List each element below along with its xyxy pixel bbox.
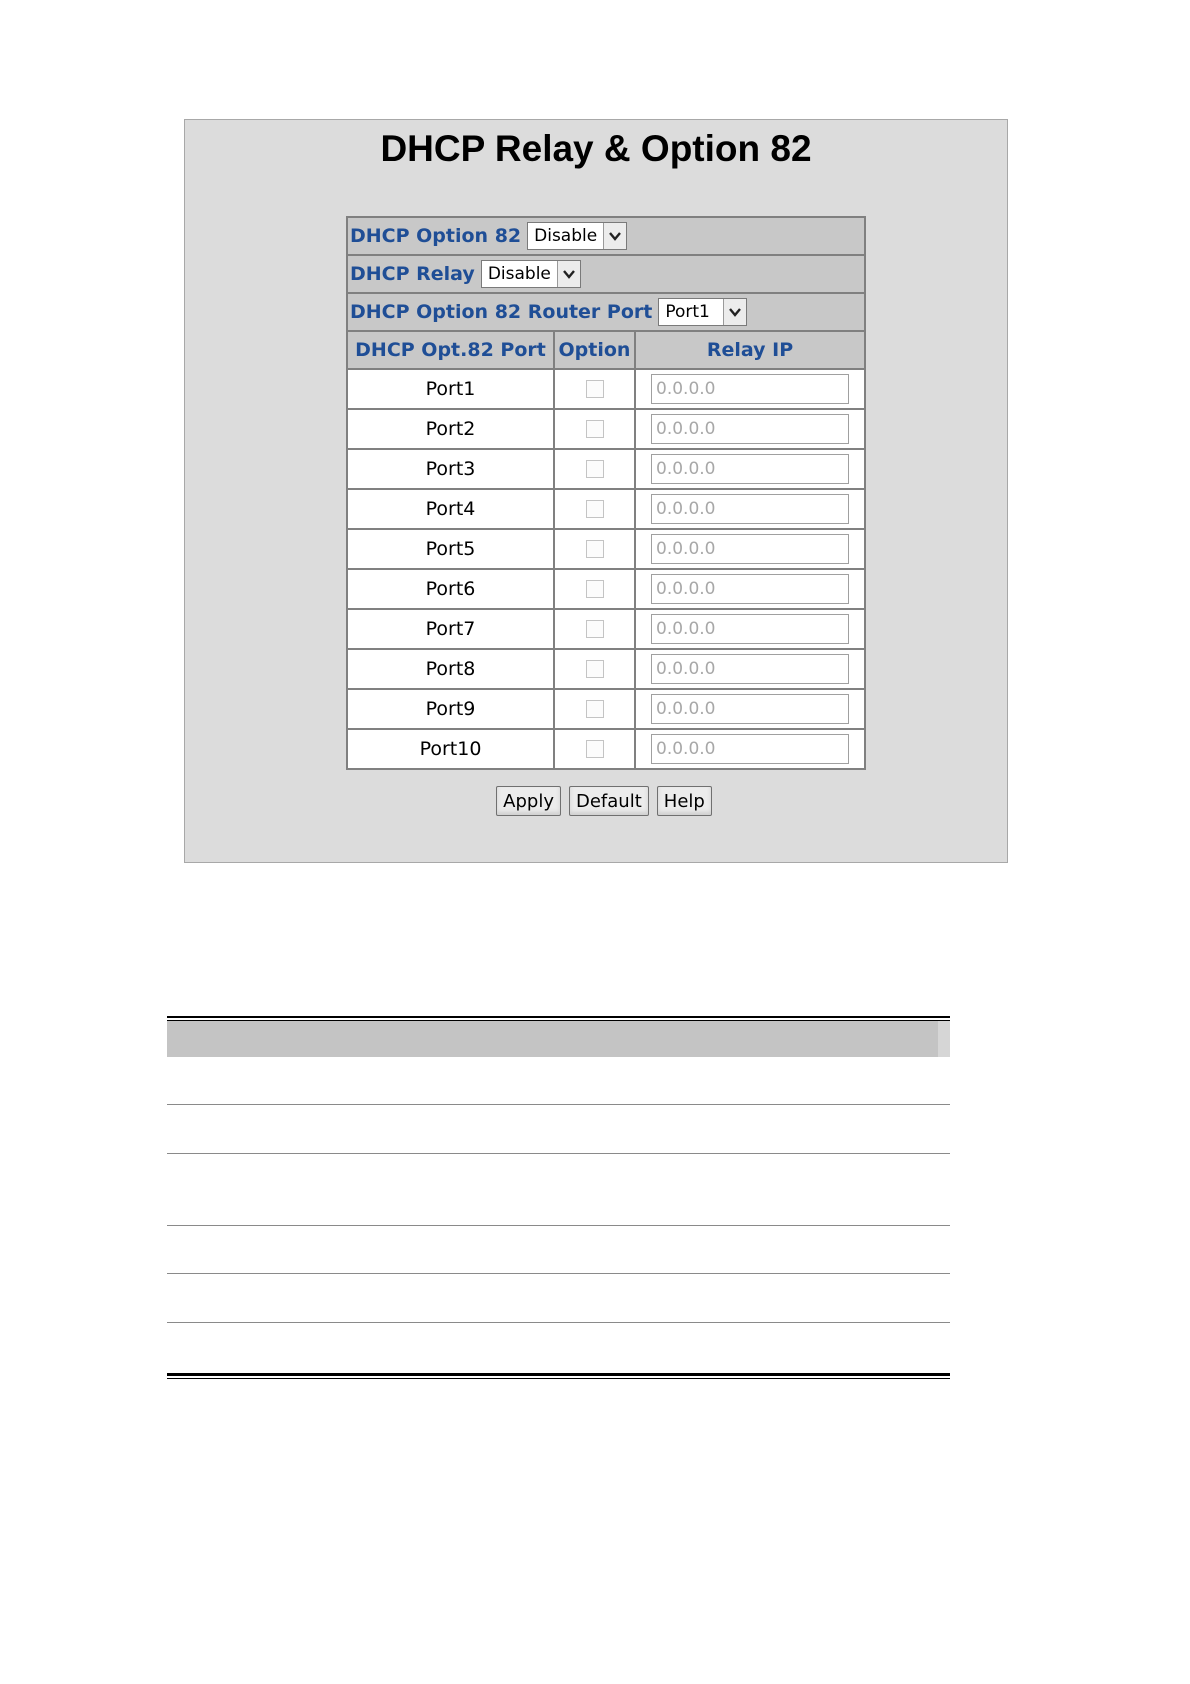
- relay-ip-input[interactable]: [651, 614, 849, 644]
- port-name: Port4: [348, 490, 555, 528]
- relay-ip-input[interactable]: [651, 534, 849, 564]
- table-row: [348, 370, 864, 410]
- option-cell: [555, 610, 636, 648]
- option-checkbox[interactable]: [586, 660, 604, 678]
- relay-ip-cell: [636, 450, 864, 488]
- table-header-band: [167, 1021, 950, 1057]
- config-table: [346, 216, 866, 770]
- relay-ip-input[interactable]: [651, 374, 849, 404]
- relay-ip-input[interactable]: [651, 734, 849, 764]
- table-row: [167, 1274, 950, 1323]
- port-name: Port5: [348, 530, 555, 568]
- router-port-select-value: Port1: [665, 302, 710, 322]
- relay-ip-input[interactable]: [651, 494, 849, 524]
- default-button[interactable]: Default: [569, 786, 649, 816]
- option-checkbox[interactable]: [586, 460, 604, 478]
- table-row: [348, 530, 864, 570]
- relay-label: DHCP Relay: [350, 263, 475, 285]
- option-cell: [555, 570, 636, 608]
- table-row: [348, 690, 864, 730]
- relay-ip-input[interactable]: [651, 454, 849, 484]
- router-port-select[interactable]: [658, 298, 747, 326]
- option-checkbox[interactable]: [586, 580, 604, 598]
- option82-label: DHCP Option 82: [350, 225, 522, 247]
- relay-ip-cell: [636, 690, 864, 728]
- port-name: Port3: [348, 450, 555, 488]
- table-row: [167, 1105, 950, 1154]
- col-option-header: Option: [555, 332, 636, 368]
- option-checkbox[interactable]: [586, 500, 604, 518]
- option-checkbox[interactable]: [586, 540, 604, 558]
- relay-select-value: Disable: [487, 264, 551, 284]
- option-cell: [555, 730, 636, 768]
- option-checkbox[interactable]: [586, 700, 604, 718]
- relay-ip-cell: [636, 370, 864, 408]
- port-name: Port8: [348, 650, 555, 688]
- port-table-body: [348, 370, 864, 768]
- relay-ip-input[interactable]: [651, 654, 849, 684]
- relay-ip-cell: [636, 530, 864, 568]
- description-table: [167, 1016, 950, 1379]
- page-title: DHCP Relay & Option 82: [380, 128, 812, 169]
- port-name: Port6: [348, 570, 555, 608]
- table-bottom-rule: [167, 1373, 950, 1379]
- relay-ip-cell: [636, 570, 864, 608]
- relay-ip-cell: [636, 490, 864, 528]
- option-checkbox[interactable]: [586, 620, 604, 638]
- chevron-down-icon[interactable]: [557, 261, 580, 287]
- option-checkbox[interactable]: [586, 380, 604, 398]
- option-cell: [555, 690, 636, 728]
- port-table-header: [348, 332, 864, 370]
- table-row: [348, 450, 864, 490]
- port-name: Port7: [348, 610, 555, 648]
- chevron-down-icon[interactable]: [603, 223, 626, 249]
- table-row: [348, 610, 864, 650]
- table-row: [167, 1323, 950, 1371]
- relay-ip-input[interactable]: [651, 574, 849, 604]
- option-cell: [555, 410, 636, 448]
- apply-button[interactable]: Apply: [496, 786, 561, 816]
- option-checkbox[interactable]: [586, 740, 604, 758]
- table-row: [348, 410, 864, 450]
- option82-select-value: Disable: [534, 226, 598, 246]
- relay-select[interactable]: [481, 260, 581, 288]
- relay-ip-cell: [636, 410, 864, 448]
- col-port-header: DHCP Opt.82 Port: [348, 332, 555, 368]
- option-cell: [555, 530, 636, 568]
- option-cell: [555, 650, 636, 688]
- relay-row: [348, 256, 864, 294]
- option-cell: [555, 370, 636, 408]
- router-port-row: [348, 294, 864, 332]
- button-bar: [185, 786, 1007, 816]
- option-cell: [555, 450, 636, 488]
- table-row: [348, 570, 864, 610]
- router-port-label: DHCP Option 82 Router Port: [350, 301, 653, 323]
- relay-ip-cell: [636, 610, 864, 648]
- chevron-down-icon[interactable]: [723, 299, 746, 325]
- option-checkbox[interactable]: [586, 420, 604, 438]
- port-name: Port10: [348, 730, 555, 768]
- relay-ip-input[interactable]: [651, 694, 849, 724]
- table-row: [167, 1226, 950, 1274]
- option82-row: [348, 218, 864, 256]
- dhcp-relay-panel: [184, 119, 1008, 863]
- relay-ip-cell: [636, 650, 864, 688]
- port-name: Port1: [348, 370, 555, 408]
- table-row: [167, 1154, 950, 1226]
- table-row: [348, 490, 864, 530]
- col-relay-ip-header: Relay IP: [706, 339, 794, 361]
- option82-select[interactable]: [527, 222, 627, 250]
- relay-ip-input[interactable]: [651, 414, 849, 444]
- table-row: [348, 730, 864, 768]
- port-name: Port9: [348, 690, 555, 728]
- relay-ip-cell: [636, 730, 864, 768]
- table-row: [348, 650, 864, 690]
- table-row: [167, 1057, 950, 1105]
- help-button[interactable]: Help: [657, 786, 712, 816]
- port-name: Port2: [348, 410, 555, 448]
- option-cell: [555, 490, 636, 528]
